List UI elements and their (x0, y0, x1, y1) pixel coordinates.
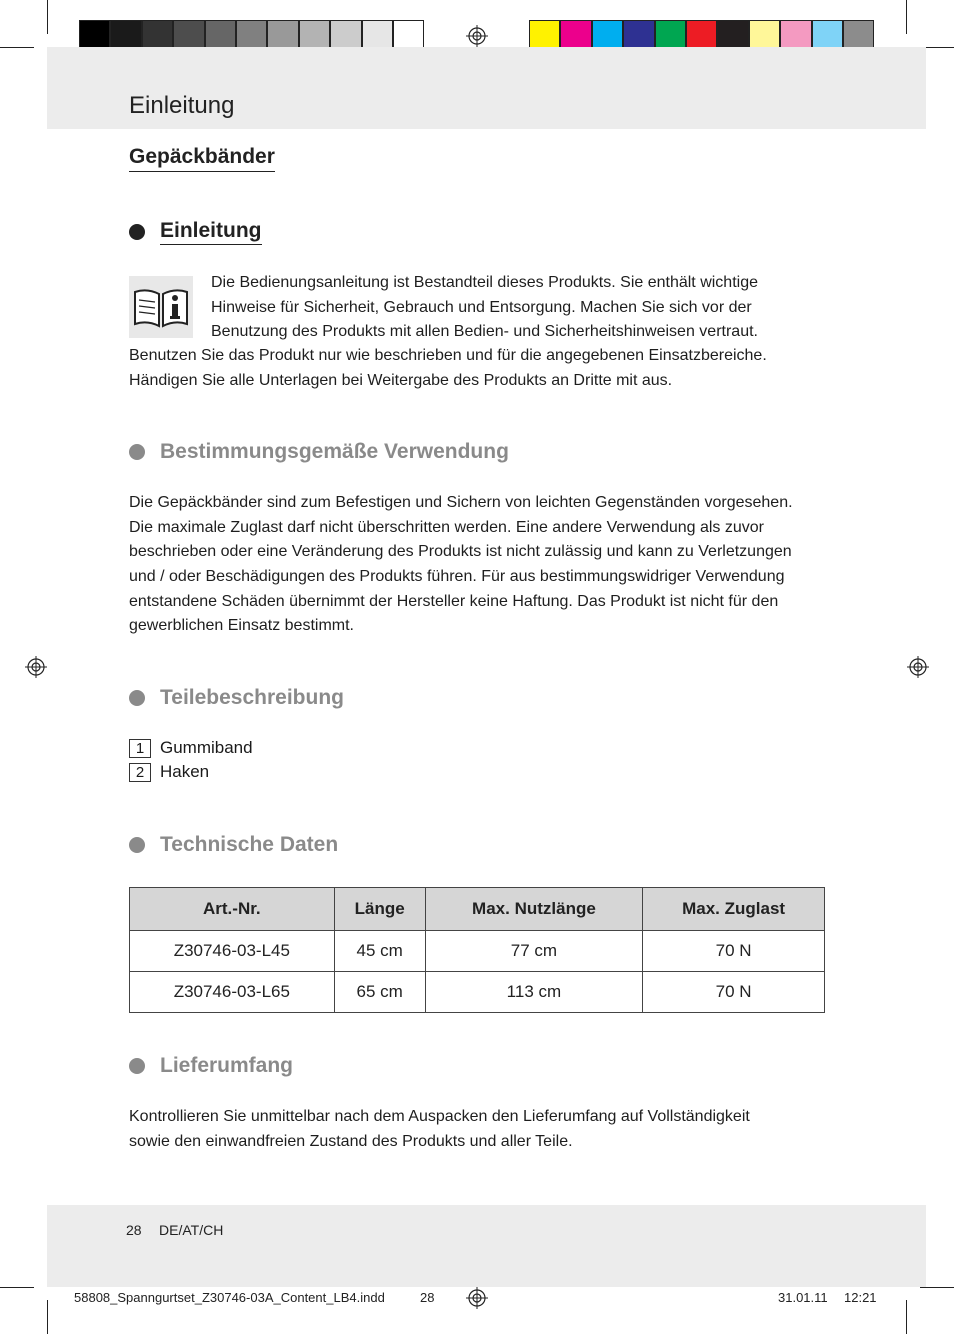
section-bullet (129, 1058, 145, 1074)
color-swatch (236, 20, 267, 50)
part-label: Haken (160, 762, 210, 781)
slug-page: 28 (420, 1290, 435, 1305)
crop-mark (47, 1300, 48, 1334)
section-heading-delivery: Lieferumfang (160, 1054, 294, 1077)
delivery-line: sowie den einwandfreien Zustand des Produkts und aller Teile. (129, 1133, 573, 1150)
usage-line: entstandene Schäden übernimmt der Hersteller keine Haftung. Das Produkt ist nicht für den (129, 593, 779, 610)
intro-line: Benutzung des Produkts mit allen Bedien- und Sicherheitshinweisen vertraut. (211, 323, 758, 340)
color-swatch (79, 20, 110, 50)
intro-line: Händigen Sie alle Unterlagen bei Weitergabe des Produkts an Dritte mit aus. (129, 372, 673, 389)
part-label: Gummiband (160, 738, 253, 757)
intro-line: Benutzen Sie das Produkt nur wie beschrieben und für die angegebenen Einsatzbereiche. (129, 347, 767, 364)
table-cell: Z30746-03-L45 (130, 931, 335, 972)
header-section-title: Einleitung (129, 92, 235, 119)
slug-time: 12:21 (844, 1290, 877, 1305)
registration-mark-icon (466, 25, 488, 47)
crop-mark (47, 0, 48, 34)
section-heading-usage: Bestimmungsgemäße Verwendung (160, 440, 509, 463)
delivery-line: Kontrollieren Sie unmittelbar nach dem Auspacken den Lieferumfang auf Vollständigkeit (129, 1108, 750, 1125)
crop-mark (0, 1287, 34, 1288)
slug-filename: 58808_Spanngurtset_Z30746-03A_Content_LB4.indd (74, 1290, 385, 1305)
crop-mark (920, 1287, 954, 1288)
crop-mark (906, 0, 907, 34)
table-cell: 70 N (643, 931, 825, 972)
intro-line: Hinweise für Sicherheit, Gebrauch und Entsorgung. Machen Sie sich vor der (211, 299, 752, 316)
color-swatch (173, 20, 204, 50)
color-swatch (205, 20, 236, 50)
table-cell: Z30746-03-L65 (130, 972, 335, 1013)
table-row (130, 972, 825, 1013)
color-swatch (362, 20, 393, 50)
column-header: Max. Zuglast (643, 888, 825, 931)
usage-line: beschrieben oder eine Veränderung des Produkts ist nicht zulässig und kann zu Verletzungen (129, 543, 792, 560)
usage-line: und / oder Beschädigungen des Produkts führen. Für aus bestimmungswidriger Verwendung (129, 568, 785, 585)
crop-mark (0, 47, 34, 48)
color-swatch (780, 20, 811, 50)
table-cell: 77 cm (425, 931, 642, 972)
table-cell: 45 cm (334, 931, 425, 972)
color-swatch (843, 20, 874, 50)
color-swatch (299, 20, 330, 50)
registration-mark-icon (25, 656, 47, 678)
intro-line: Die Bedienungsanleitung ist Bestandteil dieses Produkts. Sie enthält wichtige (211, 274, 758, 291)
slug-date: 31.01.11 (778, 1290, 828, 1305)
color-swatch (560, 20, 591, 50)
table-cell: 65 cm (334, 972, 425, 1013)
table-cell: 70 N (643, 972, 825, 1013)
column-header: Länge (334, 888, 425, 931)
color-swatch (655, 20, 686, 50)
crop-mark (906, 1300, 907, 1334)
color-swatch (393, 20, 424, 50)
color-swatch (142, 20, 173, 50)
page-number: 28 (126, 1222, 142, 1238)
section-bullet (129, 224, 145, 240)
section-bullet (129, 690, 145, 706)
registration-mark-icon (907, 656, 929, 678)
tech-data-table (129, 887, 825, 1013)
section-heading-tech: Technische Daten (160, 833, 339, 856)
column-header: Max. Nutzlänge (425, 888, 642, 931)
usage-line: Die Gepäckbänder sind zum Befestigen und Sichern von leichten Gegenständen vorgesehen. (129, 494, 793, 511)
document-title: Gepäckbänder (129, 144, 275, 172)
color-swatch (267, 20, 298, 50)
registration-mark-icon (466, 1287, 488, 1309)
manual-info-icon (129, 276, 193, 338)
section-heading-intro: Einleitung (160, 218, 262, 245)
color-swatch (592, 20, 623, 50)
part-number-box: 1 (129, 739, 151, 758)
column-header: Art.-Nr. (130, 888, 335, 931)
color-swatch (749, 20, 780, 50)
section-bullet (129, 444, 145, 460)
usage-line: gewerblichen Einsatz bestimmt. (129, 617, 354, 634)
locale-label: DE/AT/CH (159, 1222, 224, 1238)
part-number-box: 2 (129, 763, 151, 782)
usage-line: Die maximale Zuglast darf nicht überschritten werden. Eine andere Verwendung als zuvor (129, 519, 764, 536)
table-header-row (130, 888, 825, 931)
color-swatch (812, 20, 843, 50)
color-swatch (686, 20, 717, 50)
section-bullet (129, 837, 145, 853)
color-swatch (110, 20, 141, 50)
color-swatch (529, 20, 560, 50)
color-swatch (717, 20, 748, 50)
footer-band (47, 1205, 926, 1287)
table-row (130, 931, 825, 972)
table-cell: 113 cm (425, 972, 642, 1013)
color-swatch (330, 20, 361, 50)
color-swatch (623, 20, 654, 50)
section-heading-parts: Teilebeschreibung (160, 686, 344, 709)
